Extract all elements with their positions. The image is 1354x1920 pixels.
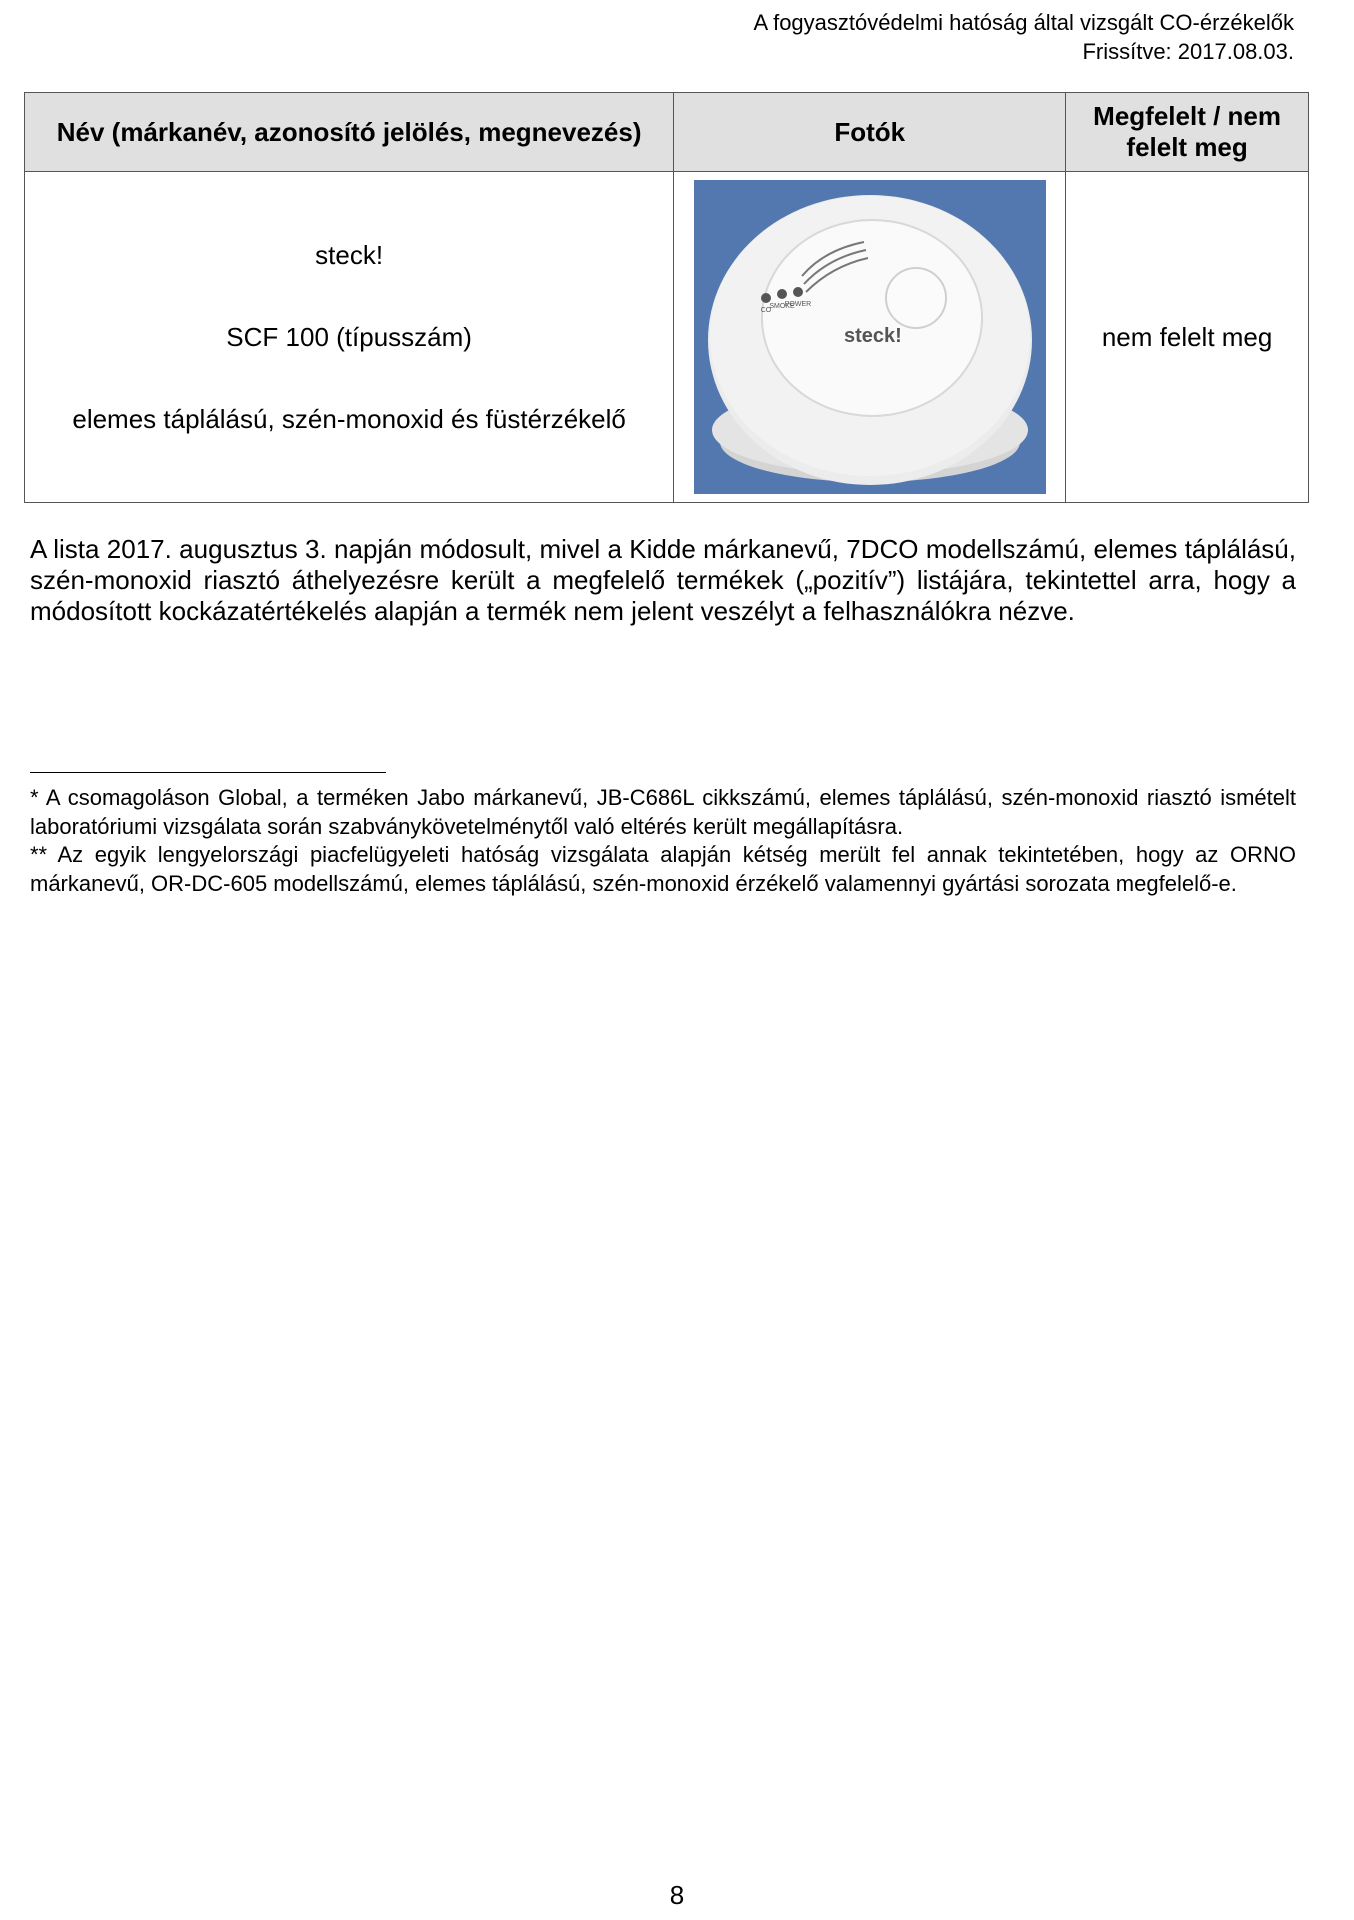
column-header-photos: Fotók — [674, 93, 1066, 172]
photo-led-label-power: POWER — [784, 301, 811, 308]
column-header-compliance: Megfelelt / nem felelt meg — [1066, 93, 1309, 172]
product-name-cell — [25, 172, 674, 503]
page-header — [754, 8, 1294, 66]
page-number: 8 — [669, 1880, 685, 1910]
product-model: SCF 100 (típusszám) — [226, 322, 472, 352]
table-row — [25, 172, 1309, 503]
column-header-name: Név (márkanév, azonosító jelölés, megnevezés) — [25, 93, 674, 172]
photo-brand-label: steck! — [843, 325, 902, 347]
footnotes — [30, 784, 1296, 898]
products-table — [24, 92, 1309, 503]
product-photo-cell — [674, 172, 1066, 503]
footnote-2: ** Az egyik lengyelországi piacfelügyeleti hatóság vizsgálata alapján kétség merült fel annak tekintetében, hogy az ORNO márkanevű, OR-DC-605 modellszámú, elemes táplálású, szén-monoxid érzékelő valamennyi gyártási sorozata megfelelő-e. — [30, 842, 1296, 896]
product-photo — [694, 180, 1046, 494]
footnote-1: * A csomagoláson Global, a terméken Jabo márkanevű, JB-C686L cikkszámú, elemes táplálású, szén-monoxid riasztó ismételt laboratóriumi vizsgálata során szabványkövetelménytől való eltérés került megállapításra. — [30, 785, 1296, 839]
photo-led-label-co: CO — [760, 307, 771, 314]
product-description: elemes táplálású, szén-monoxid és füstérzékelő — [72, 404, 626, 434]
table-header-row — [25, 93, 1309, 172]
body-paragraph: A lista 2017. augusztus 3. napján módosult, mivel a Kidde márkanevű, 7DCO modellszámú, elemes táplálású, szén-monoxid riasztó áthelyezésre került a megfelelő termékek („pozitív”) listájára, tekintettel arra, hogy a módosított kockázatértékelés alapján a termék nem jelent veszélyt a felhasználókra nézve. — [30, 534, 1296, 626]
compliance-cell: nem felelt meg — [1066, 172, 1309, 503]
footnote-separator — [30, 772, 386, 773]
photo-led-label-smoke: SMOKE — [769, 303, 795, 310]
header-updated-date: Frissítve: 2017.08.03. — [1082, 39, 1294, 64]
product-brand: steck! — [315, 240, 384, 270]
header-title: A fogyasztóvédelmi hatóság által vizsgált CO-érzékelők — [753, 10, 1294, 35]
